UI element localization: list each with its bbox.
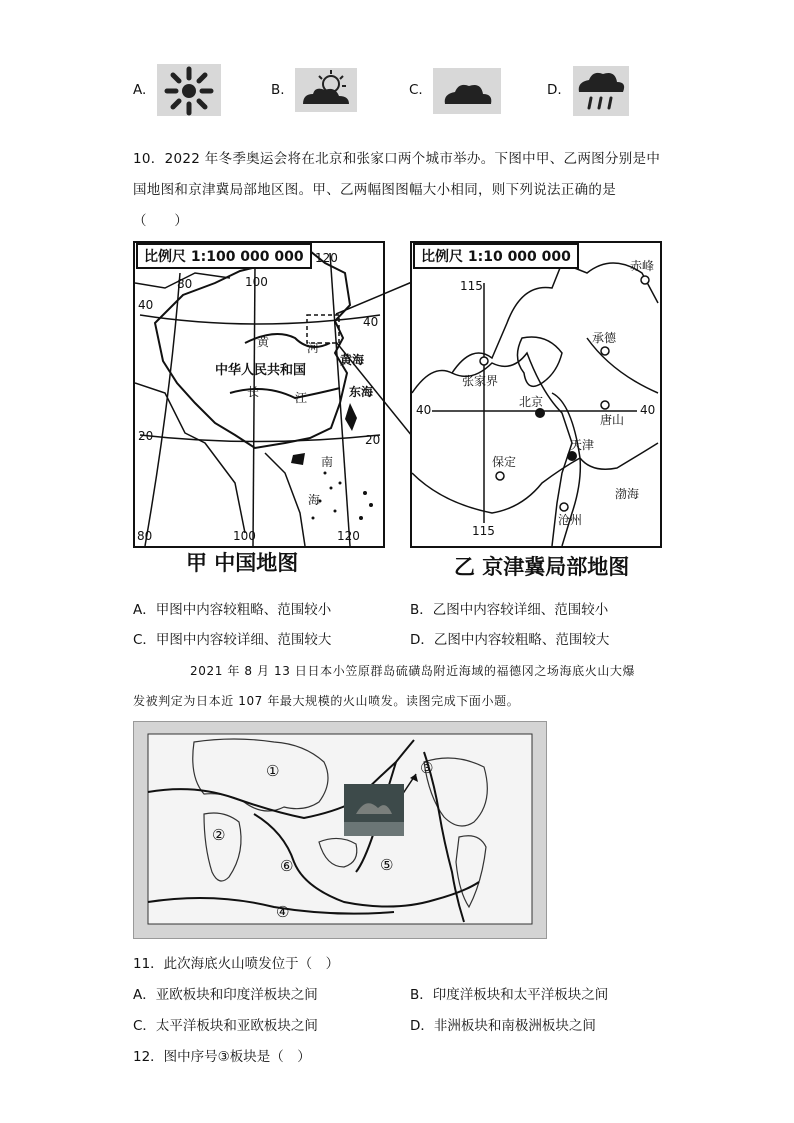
plate-label-3: ③ bbox=[420, 759, 434, 777]
plate-label-1: ① bbox=[266, 762, 280, 780]
china-he-label: 河 bbox=[307, 341, 320, 355]
plate-tectonics-map bbox=[133, 721, 547, 939]
china-chang-label: 长 bbox=[247, 385, 260, 399]
china-map-scale: 比例尺 1:100 000 000 bbox=[136, 243, 312, 269]
city-tianjin: 天津 bbox=[570, 438, 595, 452]
china-lat20-right: 20 bbox=[365, 433, 381, 447]
plate-label-2: ② bbox=[212, 826, 226, 844]
china-lon100-bottom: 100 bbox=[233, 529, 256, 543]
q10-option-d[interactable]: D．乙图中内容较粗略、范围较大 bbox=[410, 632, 610, 648]
passage-line2: 发被判定为日本近 107 年最大规模的火山喷发。读图完成下面小题。 bbox=[133, 694, 520, 708]
sunny-icon bbox=[157, 64, 221, 116]
jingjinji-map-caption: 乙 京津冀局部地图 bbox=[454, 555, 630, 579]
plate-label-5: ⑤ bbox=[380, 856, 394, 874]
option-d-letter: D. bbox=[547, 82, 562, 98]
option-b-letter: B. bbox=[271, 82, 285, 98]
q11-option-b[interactable]: B．印度洋板块和太平洋板块之间 bbox=[410, 987, 609, 1003]
q10-stem-line1: 10．2022 年冬季奥运会将在北京和张家口两个城市举办。下图中甲、乙两图分别是中 bbox=[133, 151, 661, 167]
city-chifeng: 赤峰 bbox=[630, 259, 655, 273]
china-map-caption: 甲 中国地图 bbox=[186, 551, 299, 575]
china-donghai-label: 东海 bbox=[349, 385, 374, 399]
cloudy-icon bbox=[433, 68, 501, 114]
city-chengde: 承德 bbox=[592, 331, 617, 345]
china-huang-label: 黄 bbox=[257, 335, 270, 349]
q10-option-b[interactable]: B．乙图中内容较详细、范围较小 bbox=[410, 602, 609, 618]
q11-option-a[interactable]: A．亚欧板块和印度洋板块之间 bbox=[133, 987, 318, 1003]
q12-stem: 12．图中序号③板块是（ ） bbox=[133, 1049, 311, 1065]
q11-option-c[interactable]: C．太平洋板块和亚欧板块之间 bbox=[133, 1018, 318, 1034]
rain-icon bbox=[573, 66, 629, 116]
china-lat20-left: 20 bbox=[138, 429, 154, 443]
china-country-label: 中华人民共和国 bbox=[215, 363, 307, 378]
option-c-letter: C. bbox=[409, 82, 423, 98]
china-lon120-bottom: 120 bbox=[337, 529, 360, 543]
sun-behind-cloud-icon bbox=[295, 68, 357, 112]
china-hai-label: 海 bbox=[308, 493, 321, 507]
china-lon100-top: 100 bbox=[245, 275, 268, 289]
china-nan-label: 南 bbox=[321, 455, 334, 469]
jjj-lat40-left: 40 bbox=[416, 403, 432, 417]
q10-option-c[interactable]: C．甲图中内容较详细、范围较大 bbox=[133, 632, 332, 648]
q11-stem: 11．此次海底火山喷发位于（ ） bbox=[133, 956, 340, 972]
plate-label-4: ④ bbox=[276, 903, 290, 921]
china-lon120-top: 120 bbox=[315, 251, 338, 265]
china-lon80-top: 80 bbox=[177, 277, 193, 291]
jingjinji-map-scale: 比例尺 1:10 000 000 bbox=[413, 243, 579, 269]
plate-label-6: ⑥ bbox=[280, 857, 294, 875]
option-a-letter: A. bbox=[133, 82, 147, 98]
jjj-lat40-right: 40 bbox=[640, 403, 656, 417]
jingjinji-map bbox=[410, 241, 662, 548]
city-beijing: 北京 bbox=[519, 395, 544, 409]
sea-bohai: 渤海 bbox=[615, 487, 640, 501]
map-connector-lines bbox=[330, 280, 420, 440]
china-lat40-left: 40 bbox=[138, 298, 154, 312]
q11-option-d[interactable]: D．非洲板块和南极洲板块之间 bbox=[410, 1018, 596, 1034]
city-tangshan: 唐山 bbox=[600, 413, 625, 427]
jjj-lon115-top: 115 bbox=[460, 279, 483, 293]
q10-option-a[interactable]: A．甲图中内容较粗略、范围较小 bbox=[133, 602, 332, 618]
passage-line1: 2021 年 8 月 13 日日本小笠原群岛硫磺岛附近海域的福德冈之场海底火山大爆 bbox=[190, 664, 636, 678]
china-huanghai-label: 黄海 bbox=[340, 353, 365, 367]
city-baoding: 保定 bbox=[492, 455, 517, 469]
city-zhangjiajie: 张家界 bbox=[462, 374, 499, 388]
china-lon80-bottom: 80 bbox=[137, 529, 153, 543]
jjj-lon115-bottom: 115 bbox=[472, 524, 495, 538]
q10-stem-line3: （ ） bbox=[133, 213, 189, 229]
q10-stem-line2: 国地图和京津冀局部地区图。甲、乙两幅图图幅大小相同，则下列说法正确的是 bbox=[133, 182, 616, 198]
china-jiang-label: 江 bbox=[295, 391, 308, 405]
city-cangzhou: 沧州 bbox=[558, 513, 583, 527]
china-lat40-right: 40 bbox=[363, 315, 379, 329]
